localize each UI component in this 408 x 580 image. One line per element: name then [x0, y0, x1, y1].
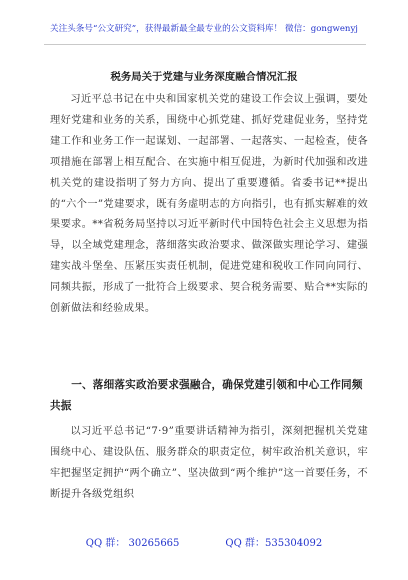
footer-qq-group-2: QQ 群：535304092 — [225, 538, 323, 549]
footer-contact — [0, 534, 408, 549]
header-banner: 关注头条号“公文研究”，获得最新最全最专业的公文资料库！ 微信：gongwenyj — [50, 24, 358, 34]
header-divider — [44, 44, 366, 45]
document-title: 税务局关于党建与业务深度融合情况汇报 — [110, 71, 298, 83]
paragraph-intro: 习近平总书记在中央和国家机关党的建设工作会议上强调，要处理好党建和业务的关系，围绕中心抓党建、抓好党建促业务，坚持党建工作和业务工作一起谋划、一起部署、一起落实、一起检查，使各项措施在部署上相互配合、在实施中相互促进，为新时代加强和改进机关党的建设指明了努力方向、提出了重要遵循。省委书记**提出的“六个一”党建要求，既有务虚明志的方向指引，也有抓实解难的效果要求。**省税务局坚持以习近平新时代中国特色社会主义思想为指导，以全域党建理念，落细落实政治要求、做深做实理论学习、建强建实战斗堡垒、压紧压实责任机制，促进党建和税收工作同向同行、同频共振，形成了一批符合上级要求、契合税务需要、贴合**实际的创新做法和经验成果。 — [50, 94, 368, 315]
paragraph-section-1: 以习近平总书记“7·9”重要讲话精神为指引，深刻把握机关党建围绕中心、建设队伍、服务群众的职责定位，树牢政治机关意识，牢牢把握坚定拥护“两个确立”、坚决做到“两个维护”这一首要任务，不断提升各级党组织 — [50, 426, 368, 500]
section-heading-1: 一、落细落实政治要求强融合，确保党建引领和中心工作同频共振 — [50, 379, 363, 412]
footer-qq-group-1: QQ 群： 30265665 — [85, 538, 180, 549]
